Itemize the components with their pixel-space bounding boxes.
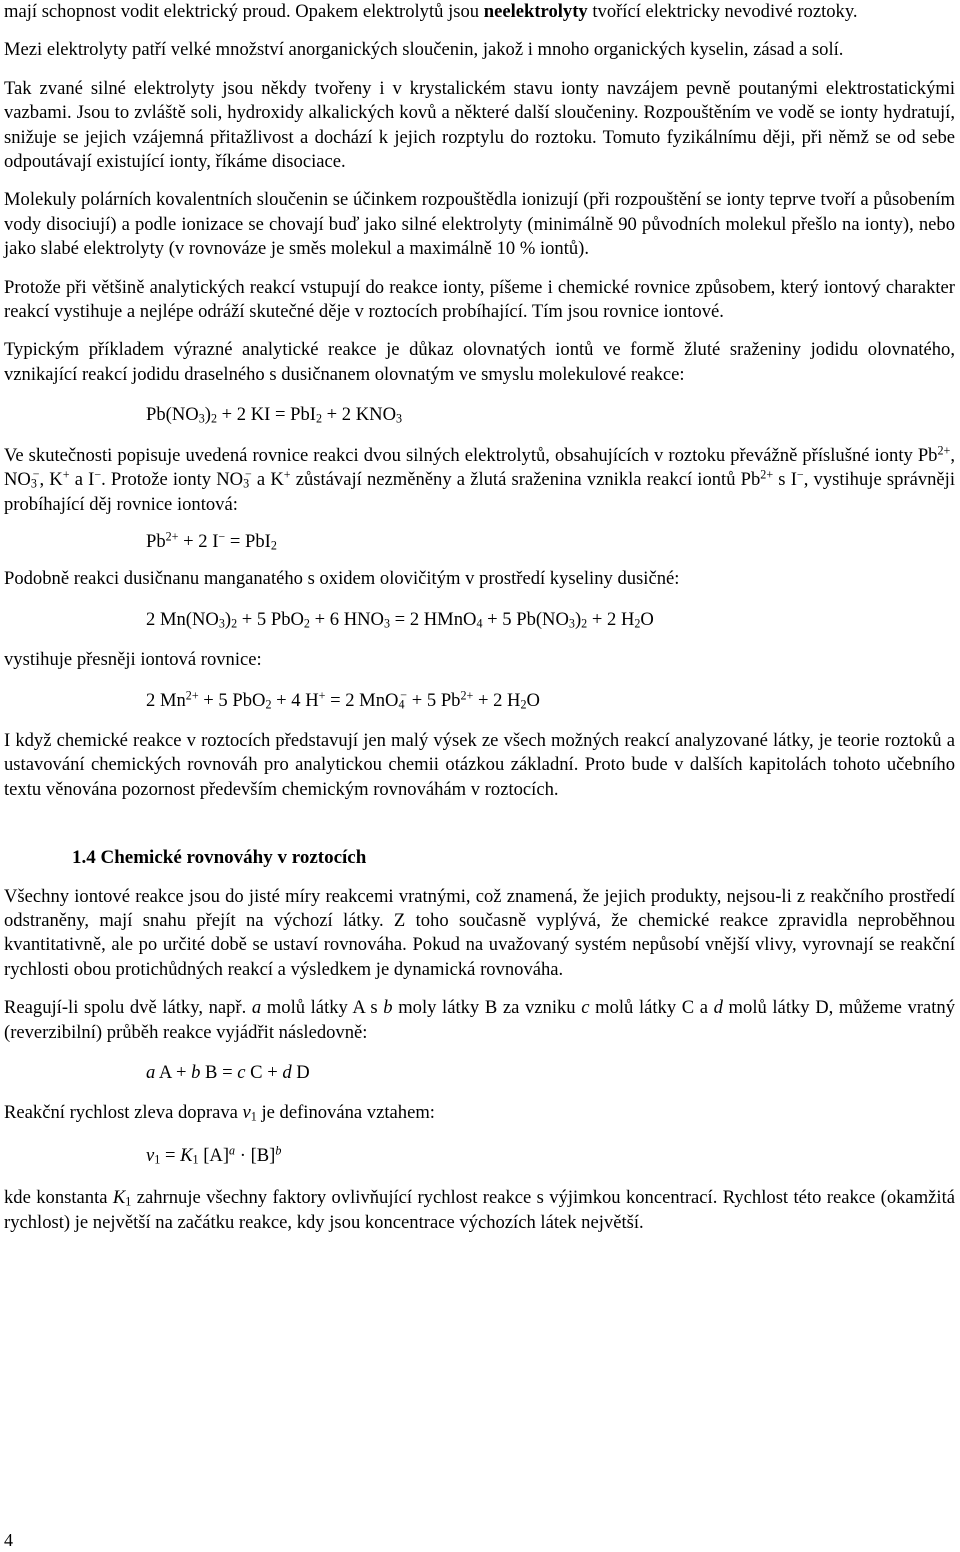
- equation-ionic-1: $Pb^{2+} + 2$ I− = PbI$_2$: [146, 529, 277, 553]
- page-number: 4: [4, 1530, 13, 1550]
- paragraph-1: mají schopnost vodit elektrický proud. Opakem elektrolytů jsou neelektrolyty tvořící elektricky nevodivé roztoky.: [4, 1, 858, 22]
- equation-general: a A + b B = c C + d D: [146, 1062, 310, 1083]
- equation-rate: $v_1 = K_1$ $[A]^a \cdot [B]^b$: [146, 1143, 282, 1167]
- equation-molecular: $Pb(NO_3)_2 + 2$ KI = PbI$_2$ + 2 $KNO_3$: [146, 404, 403, 426]
- term-neelektrolyty: neelektrolyty: [483, 1, 588, 22]
- paragraph-9: vystihuje přesněji iontová rovnice:: [4, 649, 262, 671]
- paragraph-8: Podobně reakci dusičnanu manganatého s oxidem olovičitým v prostředí kyseliny dusičné:: [4, 568, 680, 590]
- paragraph-4: Molekuly polárních kovalentních sloučenin se účinkem rozpouštědla ionizují (při rozpouštění se ionty teprve tvoří a působením vody disociují) a podle ionizace se chovají buď jako silné elektrolyty (minimálně 90 původních molekul přešlo na ionty), nebo jako slabé elektrolyty (v rovnováze je směs molekul a maximálně 10 % iontů).: [4, 189, 955, 260]
- paragraph-12: Reagují-li spolu dvě látky, např. a molů látky A s b moly látky B za vzniku c molů látky C a d molů látky D, můžeme vratný (reverzibilní) průběh reakce vyjádřit následovně:: [4, 997, 955, 1043]
- paragraph-10: I když chemické reakce v roztocích představují jen malý výsek ze všech možných reakcí analyzované látky, je teorie roztoků a ustavování chemických rovnováh pro analytickou chemii otázkou základní. Proto bude v dalších kapitolách tohoto učebního textu věnována pozornost především chemickým rovnováhám v roztocích.: [4, 729, 955, 800]
- paragraph-7: Ve skutečnosti popisuje uvedená rovnice reakci dvou silných elektrolytů, obsahujících v roztoku převážně příslušné ionty $Pb^{2+}$, $NO_3^-$, K+ a I−. Protože ionty $NO_3^-$ a K+ zůstávají nezměněny a žlutá sraženina vznikla reakcí iontů $Pb^{2+}$ s I−, vystihuje správněji probíhající děj rovnice iontová:: [4, 443, 956, 515]
- equation-ionic-2: 2 $Mn^{2+} + 5$ PbO$_2$ + 4 H+ = 2 MnO$_4$− + 5 $Pb^{2+} + 2$ $H_2O$: [146, 687, 540, 712]
- equation-molecular-2: 2 $Mn(NO_3)_2 + 5$ PbO$_2$ + 6 $HNO_3 = 2$ HMnO$_4$ + 5 $Pb(NO_3)_2 + 2$ $H_2O$: [146, 608, 654, 631]
- paragraph-3: Tak zvané silné elektrolyty jsou někdy tvořeny i v krystalickém stavu ionty navzájem pevně poutanými elektrostatickými vazbami. Jsou to zvláště soli, hydroxidy alkalických kovů a některé další sloučeniny. Rozpouštěním ve vodě se ionty hydratují, snižuje se jejich vzájemná přitažlivost a dochází k jejich rozptylu do roztoku. Tomuto fyzikálnímu ději, při němž se od sebe odpoutávají existující ionty, říkáme disociace.: [4, 77, 955, 173]
- document-page: [4, 0, 955, 1235]
- paragraph-13: Reakční rychlost zleva doprava $v_1$ je definována vztahem:: [4, 1102, 435, 1125]
- paragraph-2: Mezi elektrolyty patří velké množství anorganických sloučenin, jakož i mnoho organických kyselin, zásad a solí.: [4, 39, 844, 61]
- paragraph-6: Typickým příkladem výrazné analytické reakce je důkaz olovnatých iontů ve formě žluté sraženiny jodidu olovnatého, vznikající reakcí jodidu draselného s dusičnanem olovnatým ve smyslu molekulové reakce:: [4, 339, 955, 385]
- paragraph-5: Protože při většině analytických reakcí vstupují do reakce ionty, píšeme i chemické rovnice způsobem, který iontový charakter reakcí vystihuje a nejlépe odráží skutečné děje v roztocích probíhající. Tím jsou rovnice iontové.: [4, 276, 955, 323]
- paragraph-14: kde konstanta $K_1$ zahrnuje všechny faktory ovlivňující rychlost reakce s výjimkou koncentrací. Rychlost této reakce (okamžitá rychlost) je největší na začátku reakce, kdy jsou koncentrace výchozích látek největší.: [4, 1187, 955, 1233]
- section-heading: 1.4 Chemické rovnováhy v roztocích: [72, 847, 367, 869]
- paragraph-11: Všechny iontové reakce jsou do jisté míry reakcemi vratnými, což znamená, že jejich produkty, nejsou-li z reakčního prostředí odstraněny, mají snahu přejít na výchozí látky. Z toho současně vyplývá, že chemické reakce zpravidla neproběhnou kvantitativně, ale po určité době se ustaví rovnováha. Pokud na uvažovaný systém nepůsobí vnější vlivy, vyrovnají se reakční rychlosti obou protichůdných reakcí a výsledkem je dynamická rovnováha.: [4, 885, 955, 980]
